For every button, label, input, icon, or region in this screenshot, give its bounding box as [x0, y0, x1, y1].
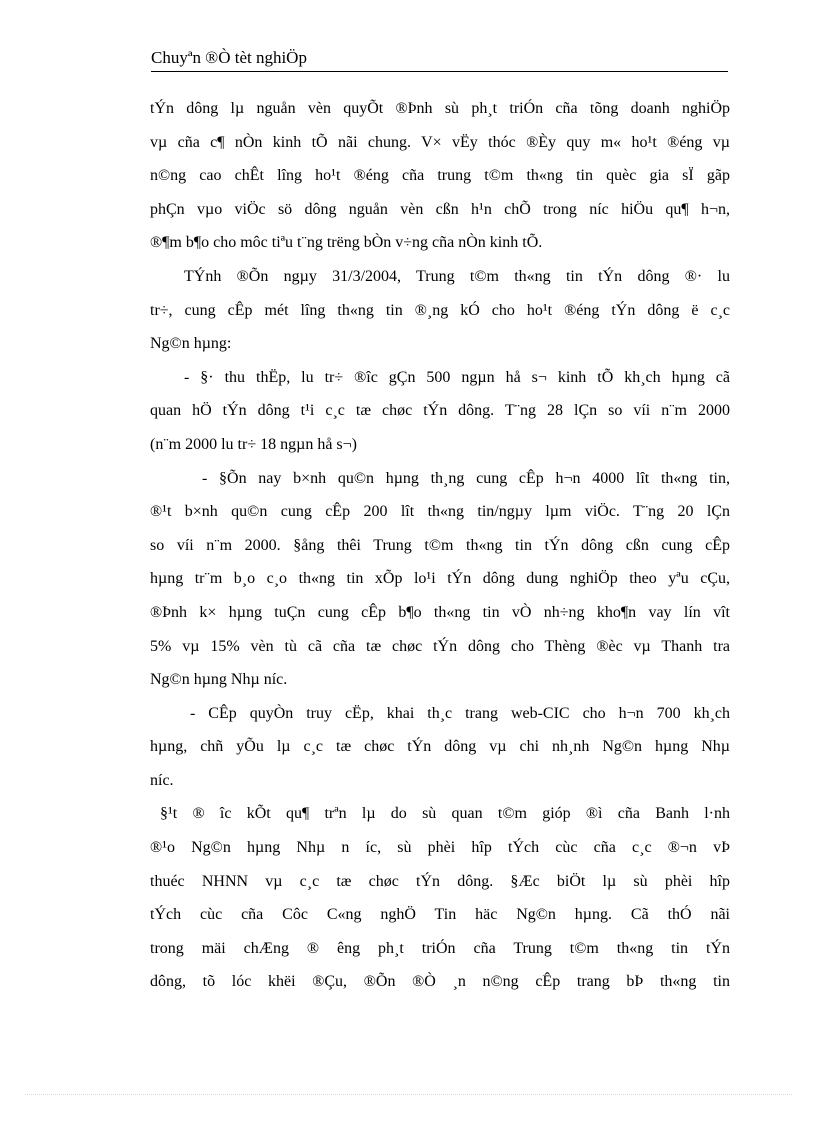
paragraph-line: ®¹o Ng©n hµng Nhµ n íc, sù phèi hîp tÝch cùc cña c¸c ®¬n vÞ — [150, 839, 730, 857]
list-item: Ng©n hµng Nhµ níc. — [150, 671, 288, 689]
paragraph-line: Ng©n hµng: — [150, 335, 232, 353]
header-title: Chuyªn ®Ò tèt nghiÖp — [151, 48, 307, 67]
paragraph-line: phÇn vµo viÖc sö dông nguån vèn cßn h¹n chÕ trong níc hiÖu qu¶ h¬n, — [150, 200, 730, 218]
paragraph-line: trong mäi chÆng ® êng ph¸t triÓn cña Trung t©m th«ng tin tÝn — [150, 939, 730, 957]
list-item: hµng tr¨m b¸o c¸o th«ng tin xÕp lo¹i tÝn dông dung nghiÖp theo yªu cÇu, — [150, 570, 730, 588]
paragraph-line: n©ng cao chÊt lîng ho¹t ®éng cña trung t©m th«ng tin quèc gia sÏ gãp — [150, 167, 730, 185]
paragraph-line: TÝnh ®Õn ngµy 31/3/2004, Trung t©m th«ng tin tÝn dông ®· lu — [184, 267, 730, 285]
list-item: - §· thu thËp, lu tr÷ ®îc gÇn 500 ngµn hå s¬ kinh tÕ kh¸ch hµng cã — [184, 368, 730, 386]
list-item: (n¨m 2000 lu tr÷ 18 ngµn hå s¬) — [150, 435, 357, 453]
list-item: ®Þnh k× hµng tuÇn cung cÊp b¶o th«ng tin vÒ nh÷ng kho¶n vay lín vît — [150, 603, 730, 621]
paragraph-line: §¹t ® îc kÕt qu¶ trªn lµ do sù quan t©m gióp ®ì cña Banh l·nh — [160, 805, 730, 823]
paragraph-line: vµ cña c¶ nÒn kinh tÕ nãi chung. V× vËy thóc ®Èy quy m« ho¹t ®éng vµ — [150, 133, 730, 151]
page-header — [151, 48, 728, 72]
paragraph-line: thuéc NHNN vµ c¸c tæ chøc tÝn dông. §Æc biÖt lµ sù phèi hîp — [150, 872, 730, 890]
paragraph-line: tÝn dông lµ nguån vèn quyÕt ®Þnh sù ph¸t triÓn cña tõng doanh nghiÖp — [150, 100, 730, 117]
list-item: ®¹t b×nh qu©n cung cÊp 200 lît th«ng tin/ngµy lµm viÖc. T¨ng 20 lÇn — [150, 503, 730, 521]
list-item: níc. — [150, 771, 174, 789]
list-item: 5% vµ 15% vèn tù cã cña tæ chøc tÝn dông cho Thèng ®èc vµ Thanh tra — [150, 637, 730, 655]
list-item: so víi n¨m 2000. §ång thêi Trung t©m th«ng tin tÝn dông cßn cung cÊp — [150, 536, 730, 554]
paragraph-line: ®¶m b¶o cho môc tiªu t¨ng trëng bÒn v÷ng cña nÒn kinh tÕ. — [150, 234, 543, 252]
list-item: - §Õn nay b×nh qu©n hµng th¸ng cung cÊp h¬n 4000 lît th«ng tin, — [202, 469, 730, 487]
paragraph-line: dông, tõ lóc khëi ®Çu, ®Õn ®Ò ¸n n©ng cÊp trang bÞ th«ng tin — [150, 973, 730, 991]
list-item: hµng, chñ yÕu lµ c¸c tæ chøc tÝn dông vµ chi nh¸nh Ng©n hµng Nhµ — [150, 738, 730, 756]
list-item: - CÊp quyÒn truy cËp, khai th¸c trang web-CIC cho h¬n 700 kh¸ch — [190, 704, 730, 722]
paragraph-line: tr÷, cung cÊp mét lîng th«ng tin ®¸ng kÓ cho ho¹t ®éng tÝn dông ë c¸c — [150, 301, 730, 319]
list-item: quan hÖ tÝn dông t¹i c¸c tæ chøc tÝn dông. T¨ng 28 lÇn so víi n¨m 2000 — [150, 402, 730, 420]
page-bottom-rule — [25, 1094, 792, 1095]
paragraph-line: tÝch cùc cña Côc C«ng nghÖ Tin häc Ng©n hµng. Cã thÓ nãi — [150, 906, 730, 924]
body-text — [150, 92, 730, 999]
